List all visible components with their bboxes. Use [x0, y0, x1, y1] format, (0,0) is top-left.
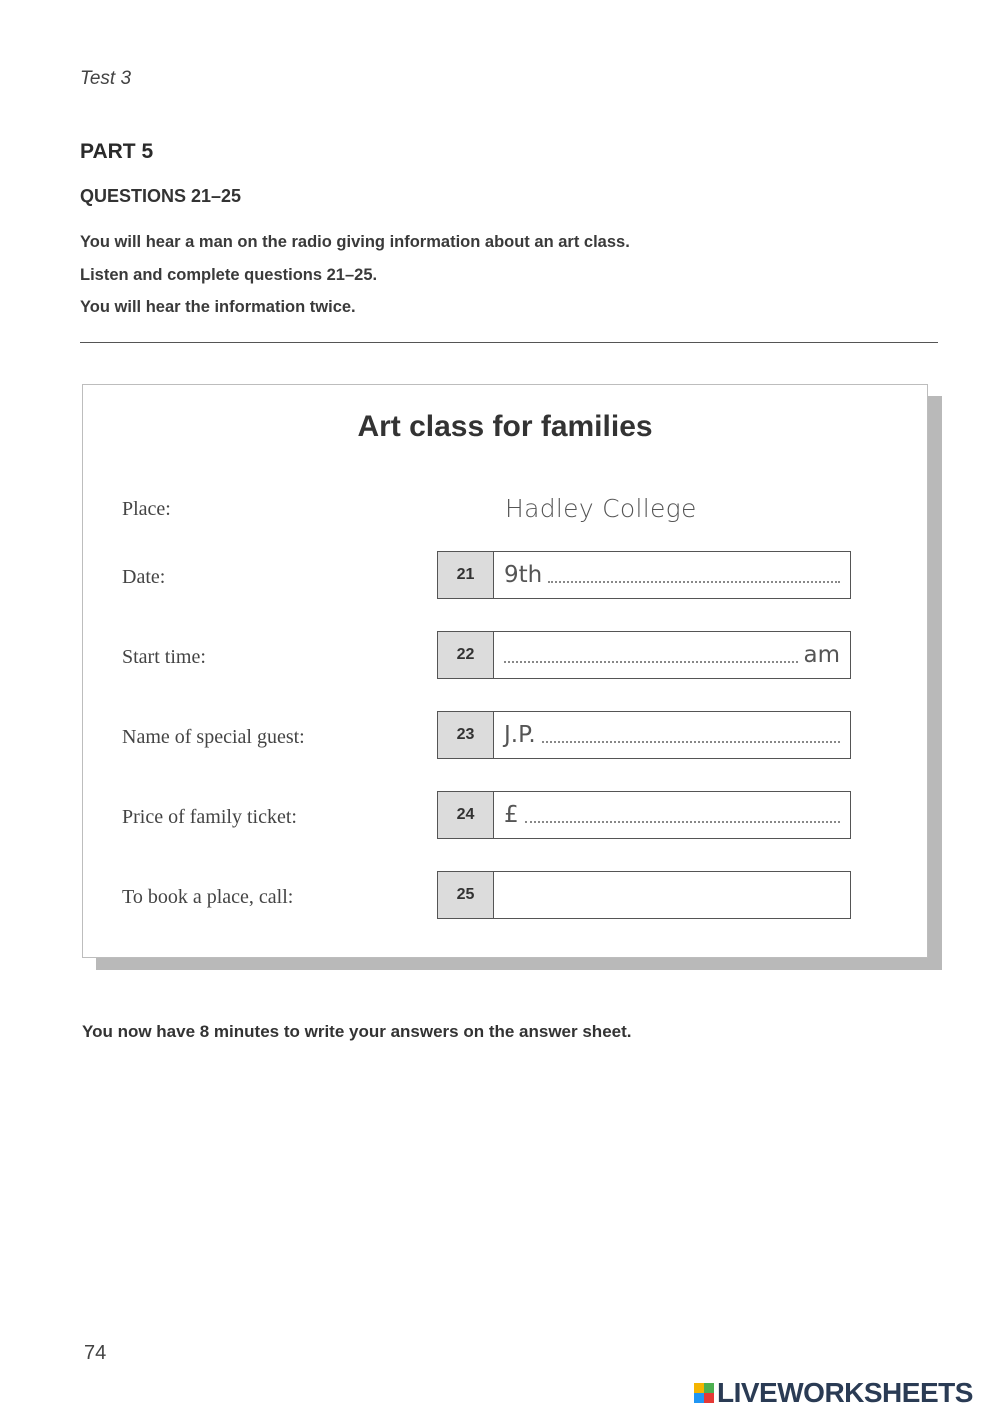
question-number: 24	[438, 792, 494, 838]
closing-instruction: You now have 8 minutes to write your answers on the answer sheet.	[82, 1022, 632, 1041]
divider	[80, 342, 938, 343]
brand-text: LIVEWORKSHEETS	[717, 1377, 973, 1408]
booking-label: To book a place, call:	[122, 886, 294, 908]
start-time-label: Start time:	[122, 646, 206, 668]
answer-box-24[interactable]	[437, 791, 851, 839]
answer-box-25[interactable]	[437, 871, 851, 919]
place-value: Hadley College	[505, 494, 697, 523]
instruction-line: You will hear the information twice.	[80, 298, 356, 316]
question-number: 22	[438, 632, 494, 678]
answer-suffix: am	[803, 642, 840, 668]
instruction-line: You will hear a man on the radio giving information about an art class.	[80, 233, 630, 251]
logo-square	[694, 1383, 704, 1393]
dotted-line	[504, 661, 798, 663]
logo-square	[704, 1383, 714, 1393]
answer-field-21[interactable]	[494, 552, 850, 598]
form-title: Art class for families	[357, 410, 653, 443]
date-label: Date:	[122, 566, 166, 588]
answer-field-23[interactable]	[494, 712, 850, 758]
ticket-price-label: Price of family ticket:	[122, 806, 297, 828]
page-number: 74	[84, 1342, 107, 1364]
special-guest-label: Name of special guest:	[122, 726, 305, 748]
logo-square	[704, 1393, 714, 1403]
instruction-line: Listen and complete questions 21–25.	[80, 266, 378, 284]
test-label: Test 3	[80, 68, 132, 89]
liveworksheets-logo	[694, 1377, 973, 1409]
questions-range: QUESTIONS 21–25	[80, 186, 242, 206]
place-label: Place:	[122, 498, 171, 520]
logo-square	[694, 1393, 704, 1403]
dotted-line	[525, 821, 840, 823]
answer-prefix: J.P.	[504, 722, 536, 748]
answer-box-23[interactable]	[437, 711, 851, 759]
dotted-line	[542, 741, 840, 743]
answer-field-25[interactable]	[494, 872, 850, 918]
answer-box-22[interactable]	[437, 631, 851, 679]
part-title: PART 5	[80, 140, 154, 163]
question-number: 23	[438, 712, 494, 758]
answer-prefix: 9th	[504, 562, 543, 588]
question-number: 25	[438, 872, 494, 918]
dotted-line	[548, 581, 840, 583]
answer-prefix: £	[504, 802, 519, 828]
question-number: 21	[438, 552, 494, 598]
answer-box-21[interactable]	[437, 551, 851, 599]
logo-icon	[694, 1383, 714, 1403]
answer-field-22[interactable]	[494, 632, 850, 678]
answer-field-24[interactable]	[494, 792, 850, 838]
